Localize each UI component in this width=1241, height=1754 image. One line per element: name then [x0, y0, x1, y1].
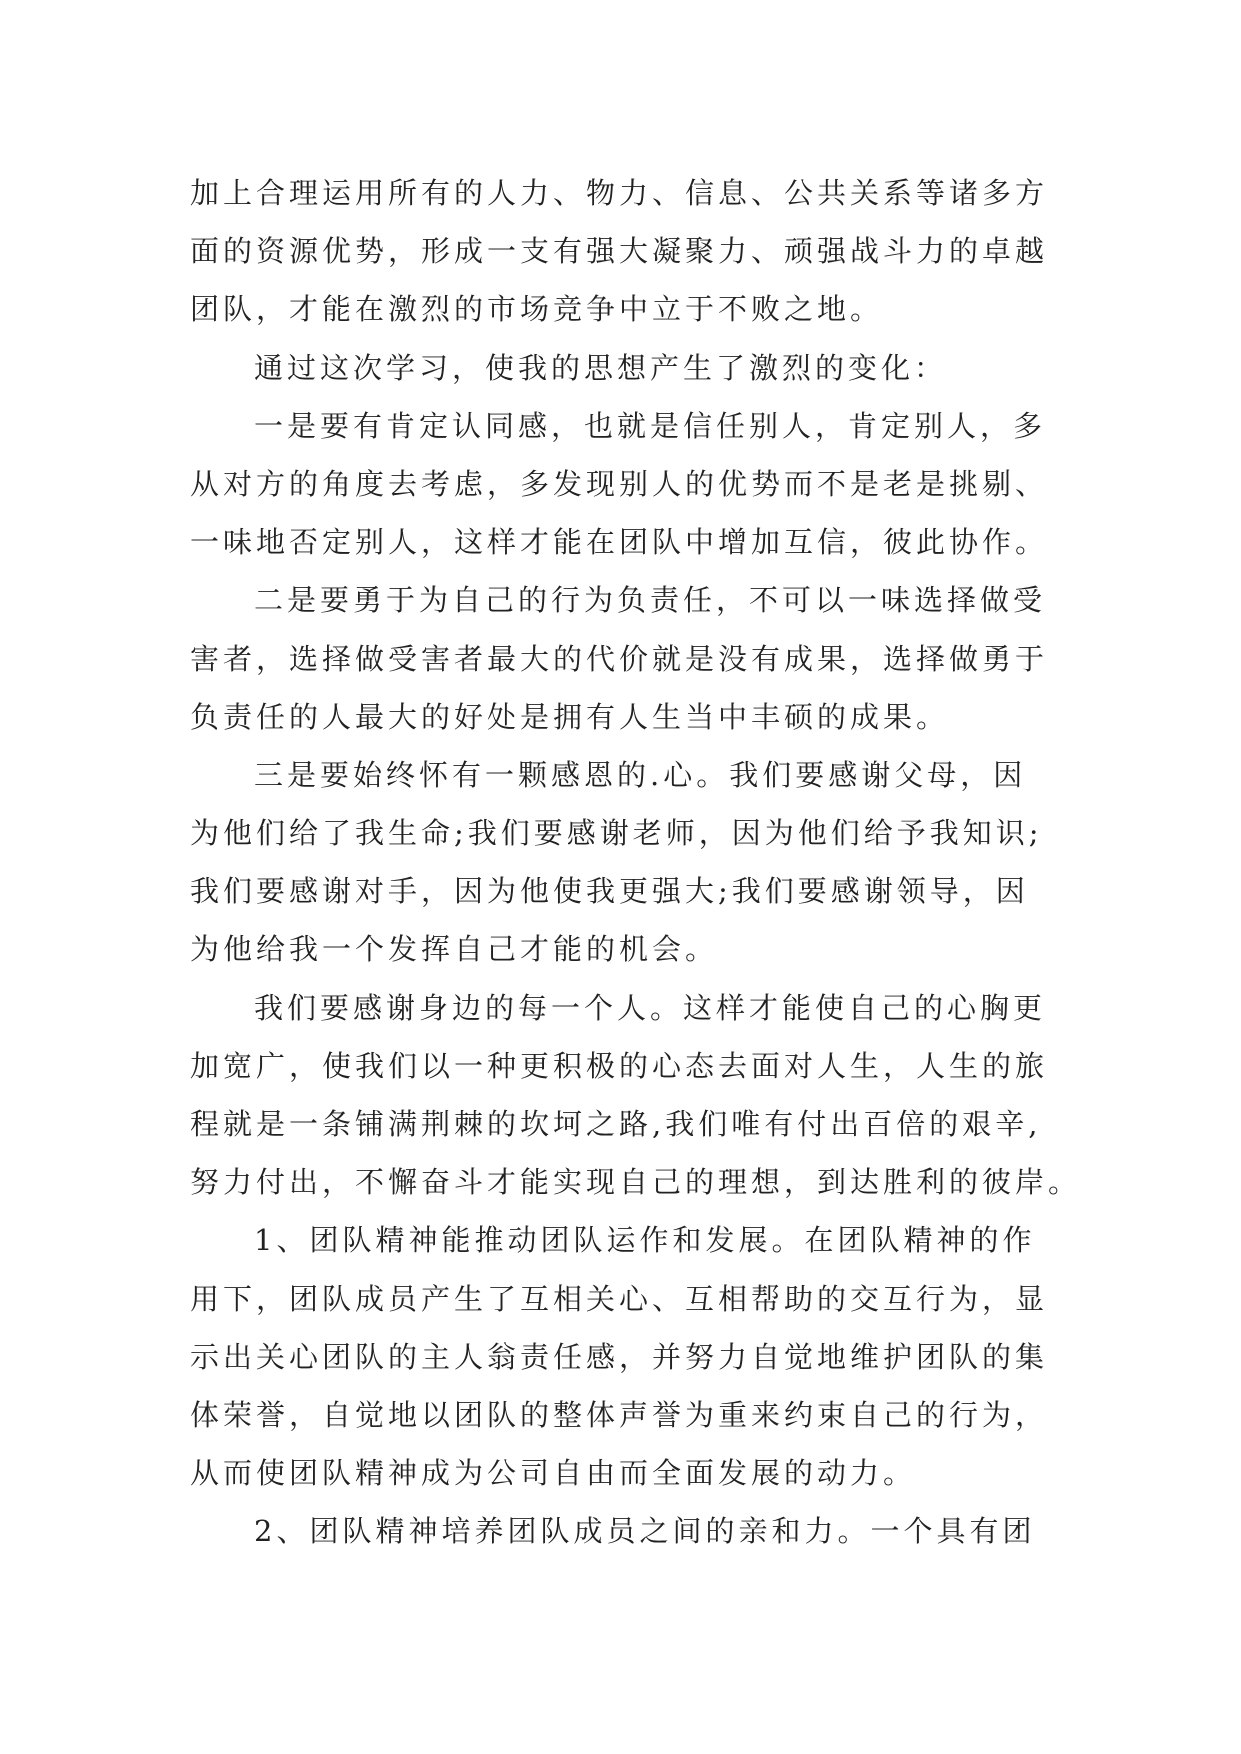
paragraph-start-line: 2、团队精神培养团队成员之间的亲和力。一个具有团	[254, 1514, 1036, 1549]
paragraph-start-line: 通过这次学习，使我的思想产生了激烈的变化：	[254, 350, 948, 385]
text-line: 程就是一条铺满荆棘的坎坷之路,我们唯有付出百倍的艰辛,	[190, 1107, 1042, 1141]
text-line: 一味地否定别人，这样才能在团队中增加互信，彼此协作。	[190, 525, 1049, 560]
text-line: 努力付出，不懈奋斗才能实现自己的理想，到达胜利的彼岸。	[190, 1165, 1082, 1200]
paragraph-start-line: 一是要有肯定认同感，也就是信任别人，肯定别人，多	[254, 408, 1047, 443]
text-line: 从而使团队精神成为公司自由而全面发展的动力。	[190, 1456, 917, 1491]
text-line: 面的资源优势，形成一支有强大凝聚力、顽强战斗力的卓越	[190, 234, 1049, 269]
text-line: 为他给我一个发挥自己才能的机会。	[190, 932, 719, 967]
text-line: 从对方的角度去考虑，多发现别人的优势而不是老是挑剔、	[190, 466, 1049, 501]
paragraph-start-line: 三是要始终怀有一颗感恩的.心。我们要感谢父母，因	[254, 757, 1027, 792]
paragraph-start-line: 我们要感谢身边的每一个人。这样才能使自己的心胸更	[254, 990, 1047, 1025]
text-line: 体荣誉，自觉地以团队的整体声誉为重来约束自己的行为，	[190, 1397, 1049, 1432]
text-line: 加上合理运用所有的人力、物力、信息、公共关系等诸多方	[190, 176, 1049, 210]
text-line: 团队，才能在激烈的市场竞争中立于不败之地。	[190, 292, 884, 327]
text-line: 加宽广，使我们以一种更积极的心态去面对人生，人生的旅	[190, 1048, 1049, 1083]
text-line: 负责任的人最大的好处是拥有人生当中丰硕的成果。	[190, 699, 950, 734]
text-line: 为他们给了我生命;我们要感谢老师，因为他们给予我知识;	[190, 816, 1043, 851]
text-line: 用下，团队成员产生了互相关心、互相帮助的交互行为，显	[190, 1281, 1049, 1316]
paragraph-start-line: 1、团队精神能推动团队运作和发展。在团队精神的作	[254, 1223, 1036, 1258]
document-body	[190, 164, 1082, 1561]
text-line: 示出关心团队的主人翁责任感，并努力自觉地维护团队的集	[190, 1339, 1049, 1374]
text-line: 我们要感谢对手，因为他使我更强大;我们要感谢领导，因	[190, 874, 1029, 909]
paragraph-start-line: 二是要勇于为自己的行为负责任，不可以一味选择做受	[254, 583, 1047, 618]
text-line: 害者，选择做受害者最大的代价就是没有成果，选择做勇于	[190, 641, 1049, 676]
